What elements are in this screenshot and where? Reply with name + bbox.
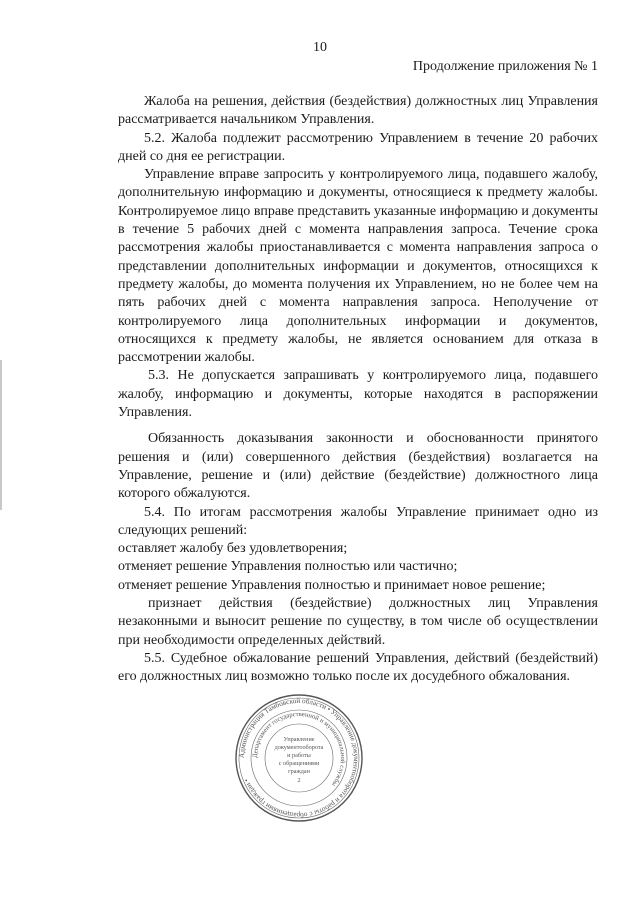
decision-option-2: отменяет решение Управления полностью или частично; [118, 559, 458, 575]
seal-center-line-3: и работы [287, 752, 311, 759]
decision-option-3: отменяет решение Управления полностью и принимает новое решение; [118, 577, 546, 593]
scan-edge-mark [0, 360, 2, 510]
seal-center-line-5: граждан [288, 768, 310, 775]
seal-center-line-6: 2 [297, 777, 301, 784]
paragraph-5-5: 5.5. Судебное обжалование решений Управления, действий (бездействий) его должностных лиц возможно только после их досудебного обжалования. [118, 650, 598, 685]
paragraph-5-3: 5.3. Не допускается запрашивать у контролируемого лица, подавшего жалобу, информацию и документы, которые находятся в распоряжении Управления. [118, 368, 598, 421]
seal-center-line-4: с обращениями [278, 760, 320, 767]
decision-option-1: оставляет жалобу без удовлетворения; [118, 541, 348, 557]
seal-outer-ring-text: Администрация Тамбовской области • Управление документооборота и работы с обращениями граждан • [237, 696, 361, 820]
paragraph-request-info: Управление вправе запросить у контролируемого лица, подавшего жалобу, дополнительную информацию и документы, относящиеся к предмету жалобы. Контролируемое лицо вправе представить указанные информацию и документы в течение 5 рабочих дней с момента направления запроса. Течение срока рассмотрения жалобы приостанавливается с момента направления запроса о представлении дополнительных информации и документов, относящихся к предмету жалобы, до момента получения их Управлением, но не более чем на пять рабочих дней с момента направления запроса. Неполучение от контролируемого лица дополнительных информации и документов, относящихся к предмету жалобы, не является основанием для отказа в рассмотрении жалобы. [118, 167, 598, 366]
paragraph-burden-of-proof: Обязанность доказывания законности и обоснованности принятого решения и (или) совершенного действия (бездействия) возлагается на Управление, решение и (или) действие (бездействие) должностного лица которого обжалуются. [118, 431, 598, 502]
appendix-continuation-note: Продолжение приложения № 1 [412, 59, 598, 74]
paragraph-5-2: 5.2. Жалоба подлежит рассмотрению Управлением в течение 20 рабочих дней со дня ее регистрации. [118, 130, 598, 164]
paragraph-1: Жалоба на решения, действия (бездействия) должностных лиц Управления рассматривается начальником Управления. [118, 94, 598, 128]
seal-center-line-2: документооборота [274, 744, 324, 751]
page-number: 10 [313, 40, 327, 55]
seal-graphic [234, 693, 364, 823]
seal-inner-ring-text: Департамент государственной и муниципальной службы [251, 710, 347, 788]
official-seal-stamp [234, 693, 364, 823]
decision-option-4: признает действия (бездействие) должностных лиц Управления незаконными и выносит решение по существу, в том числе об осуществлении при необходимости определенных действий. [118, 596, 598, 648]
document-body [118, 93, 598, 687]
seal-center-line-1: Управление [283, 736, 315, 743]
paragraph-5-4: 5.4. По итогам рассмотрения жалобы Управление принимает одно из следующих решений: [118, 504, 598, 538]
